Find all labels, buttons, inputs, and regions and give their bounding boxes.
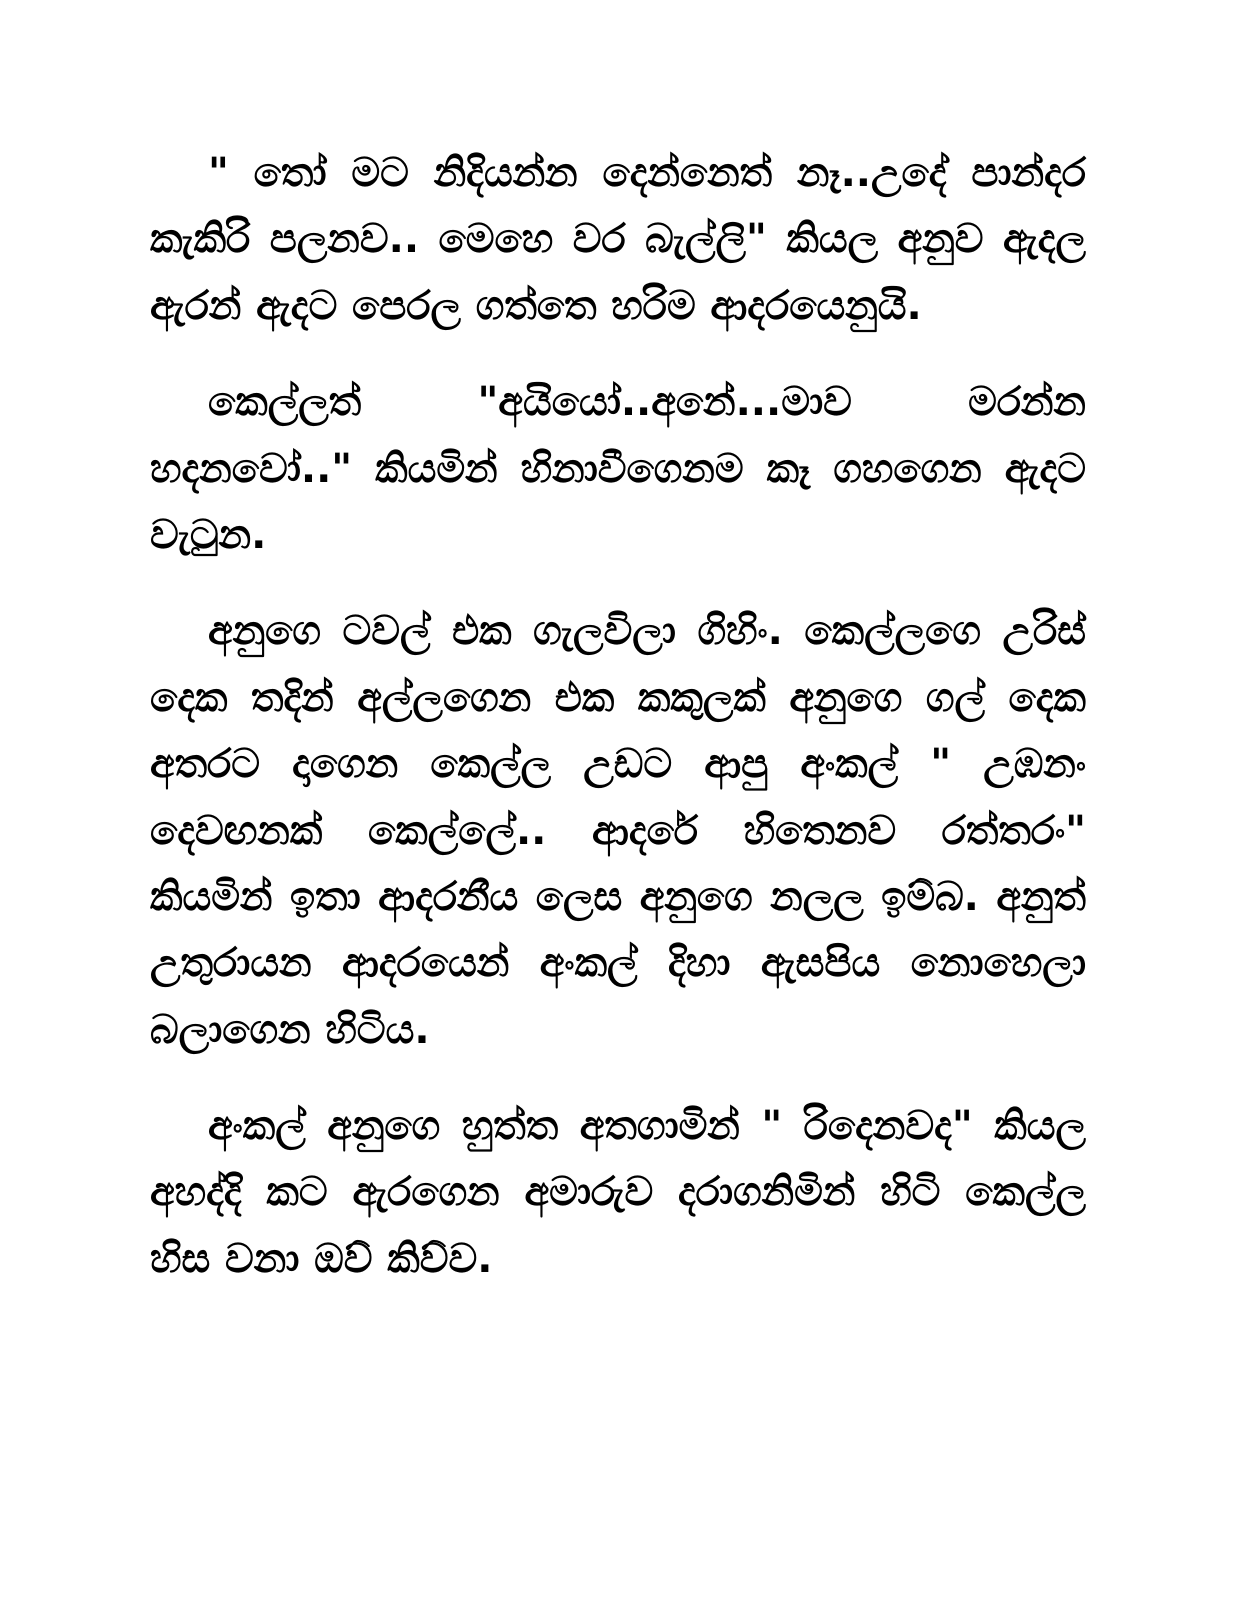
paragraph-2: කෙල්ලත් "අයියෝ..අනේ...මාව මරන්න හදනවෝ.." කියමින් හිනාවීගෙනම කෑ ගහගෙන ඇදට වැටුන. xyxy=(150,379,1086,558)
document-body xyxy=(150,140,1086,1292)
paragraph-1: " තෝ මට නිදියන්න දෙන්නෙත් නෑ..උදේ පාන්දර කැකිරි පලනව.. මෙහෙ වර බැල්ලි" කියල අනුව ඇදල ඇරන් ඇදට පෙරල ගත්තෙ හරිම ආදරයෙනුයි. xyxy=(150,150,1086,329)
paragraph-3: අනුගෙ ටවල් එක ගැලවිලා ගිහිං. කෙල්ලගෙ උරිස් දෙක තදින් අල්ලගෙන එක කකුලක් අනුගෙ ගල් දෙක අතරට දාගෙන කෙල්ල උඩට ආපු අංකල් " උඹනං දෙවඟනක් කෙල්ලේ.. ආදරේ හිතෙනව රත්තරං" කියමින් ඉතා ආදරනීය ලෙස අනුගෙ නලල ඉම්බ. අනුත් උතුරායන ආදරයෙන් අංකල් දිහා ඇසපිය නොහෙලා බලාගෙන හිටිය. xyxy=(150,608,1086,1053)
paragraph-4: අංකල් අනුගෙ හුත්ත අතගාමින් " රිදෙනවද" කියල අහද්දි කට ඇරගෙන අමාරුව දරාගනිමින් හිටි කෙල්ල හිස වනා ඔව් කිව්ව. xyxy=(150,1103,1086,1282)
